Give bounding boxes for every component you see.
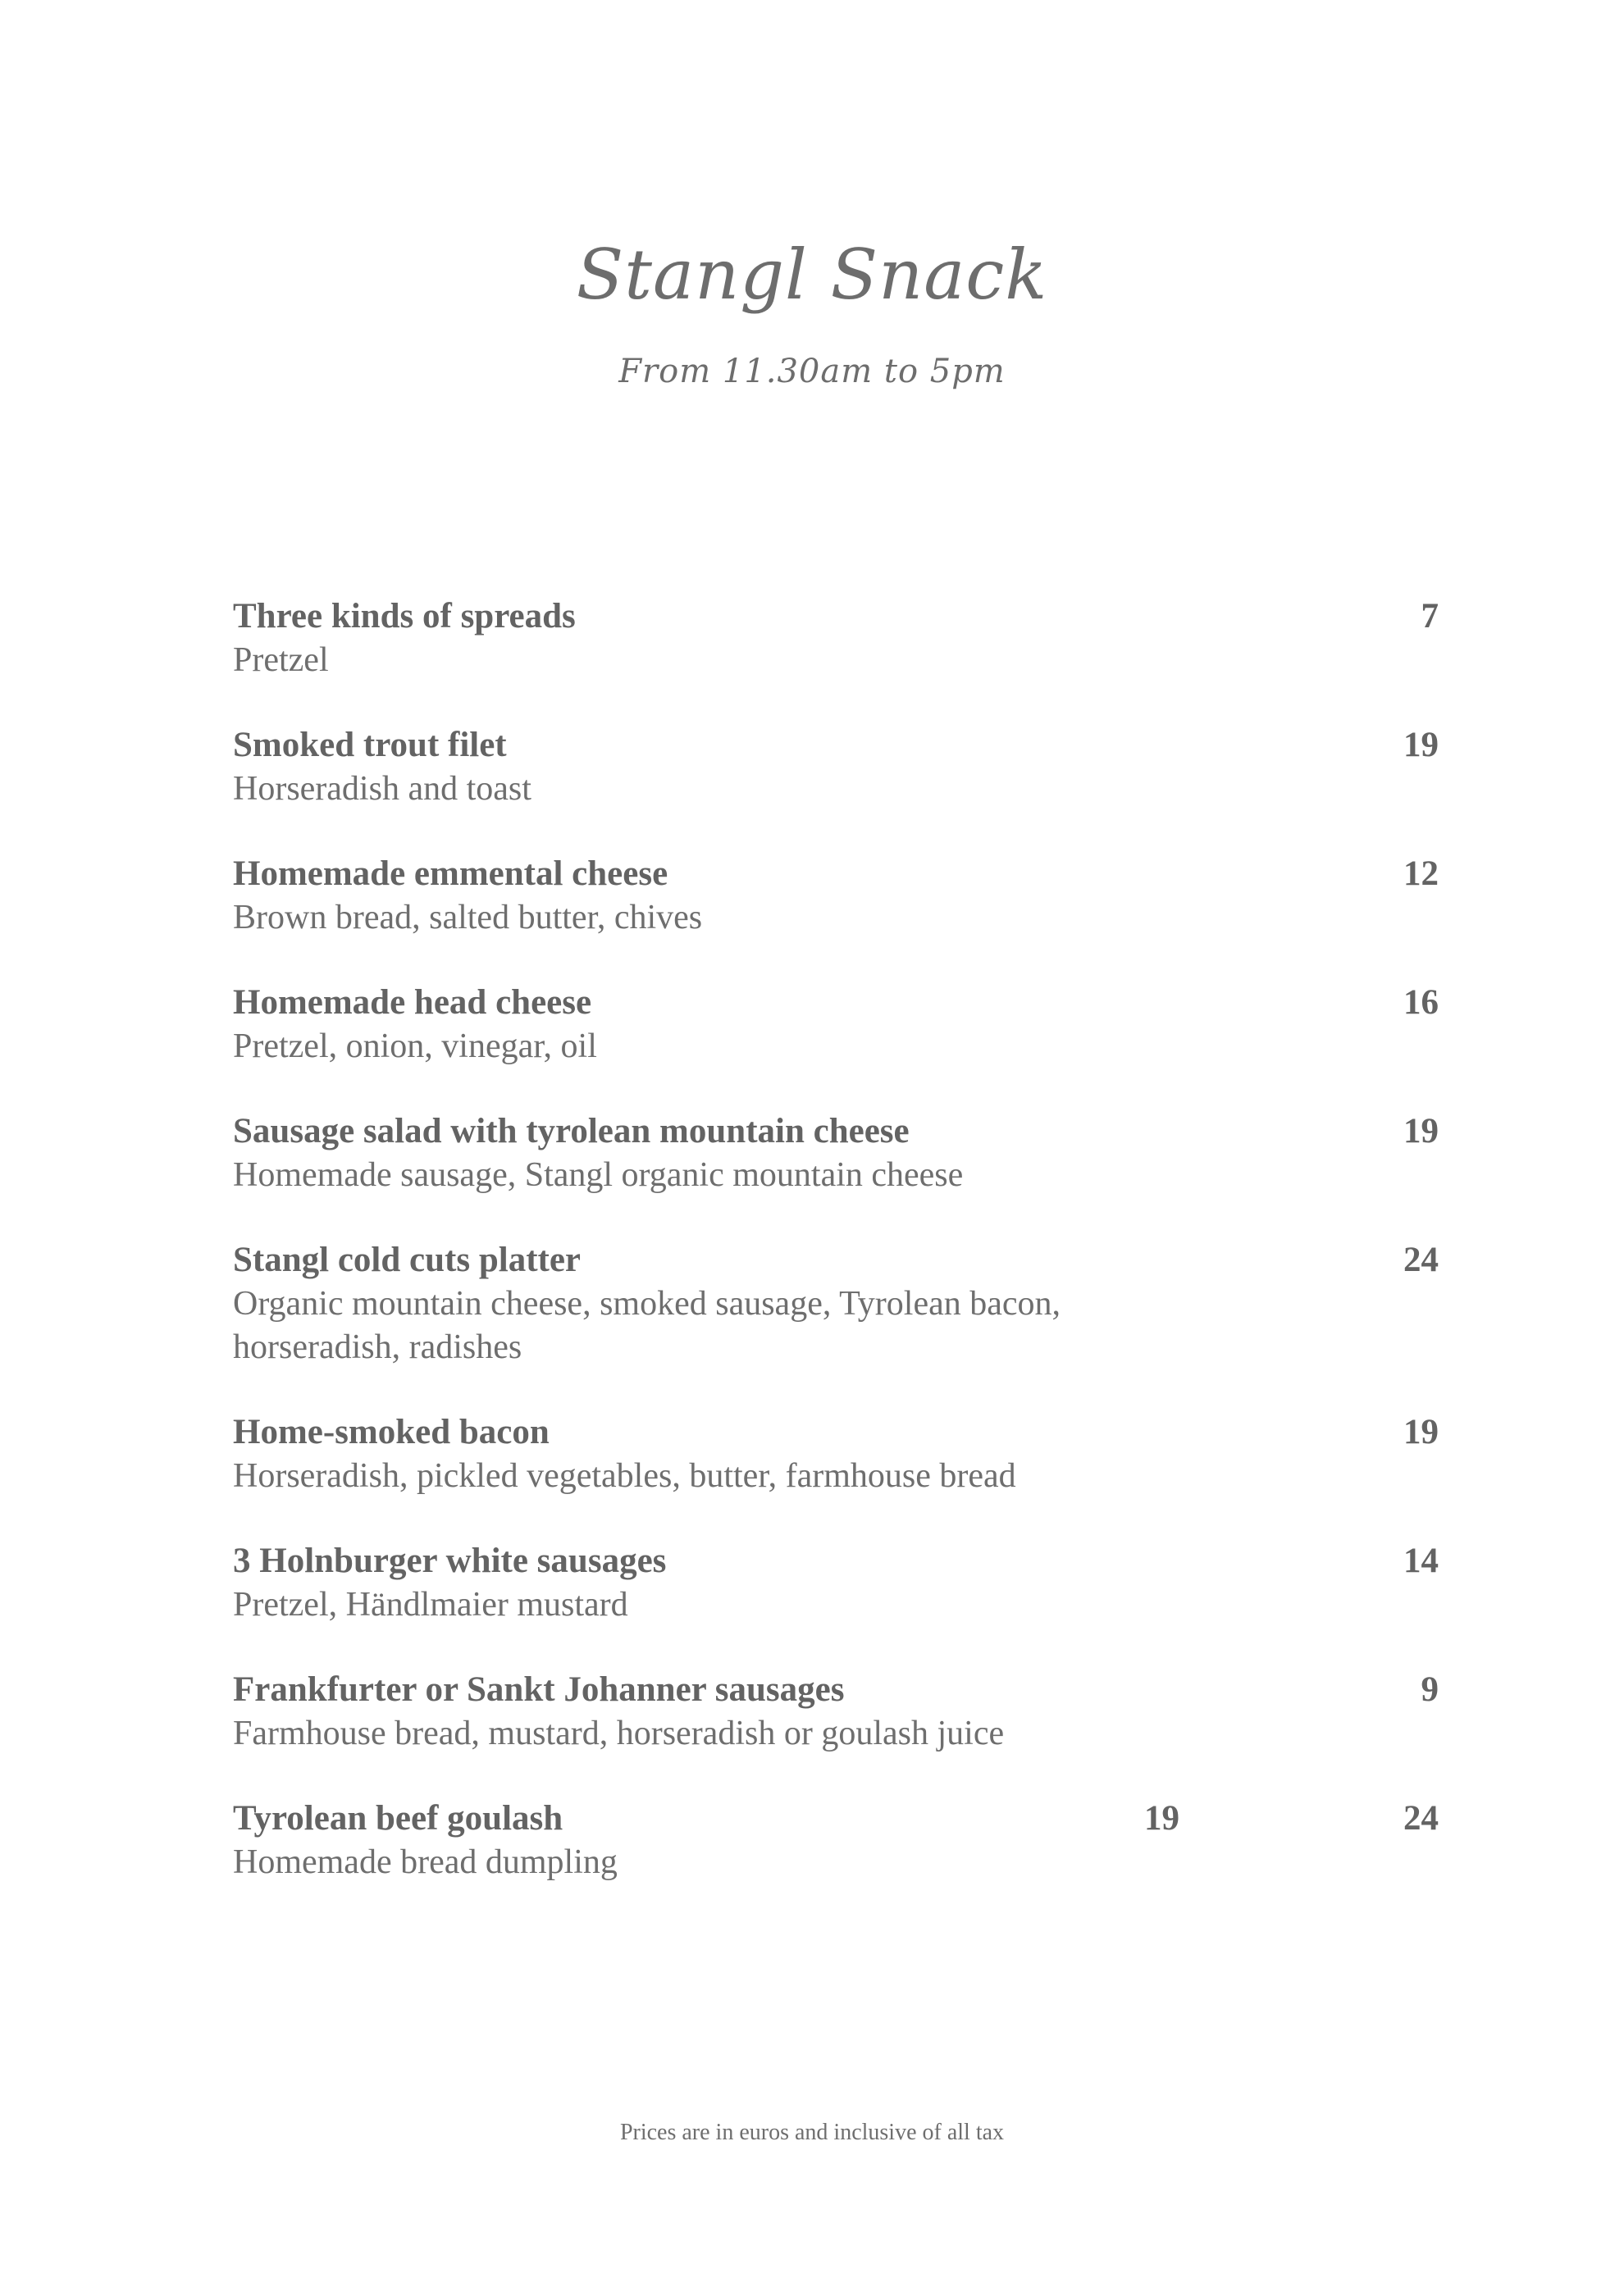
item-description: Pretzel, onion, vinegar, oil (233, 1027, 597, 1065)
menu-item (233, 981, 1439, 1068)
item-price: 7 (1421, 597, 1439, 636)
item-price: 24 (1403, 1241, 1439, 1279)
item-price: 19 (1403, 1112, 1439, 1150)
menu-item (233, 852, 1439, 940)
item-name: Three kinds of spreads (233, 597, 576, 636)
item-price: 19 (1403, 726, 1439, 764)
item-description: Horseradish, pickled vegetables, butter, farmhouse bread (233, 1457, 1016, 1495)
page-title: Stangl Snack (576, 235, 1048, 315)
item-description: Homemade sausage, Stangl organic mountain cheese (233, 1156, 964, 1194)
item-name: Smoked trout filet (233, 726, 507, 764)
menu-item (233, 723, 1439, 811)
item-name: Stangl cold cuts platter (233, 1241, 582, 1279)
item-price: 24 (1403, 1799, 1439, 1838)
item-name: 3 Holnburger white sausages (233, 1542, 667, 1580)
item-name: Sausage salad with tyrolean mountain cheese (233, 1112, 910, 1150)
footer-note: Prices are in euros and inclusive of all tax (619, 2120, 1005, 2145)
item-price: 9 (1421, 1670, 1439, 1709)
item-description: Farmhouse bread, mustard, horseradish or goulash juice (233, 1715, 1005, 1752)
item-name: Home-smoked bacon (233, 1413, 550, 1451)
menu-item (233, 1668, 1439, 1756)
item-description: Pretzel, Händlmaier mustard (233, 1586, 628, 1624)
menu-item (233, 1539, 1439, 1627)
item-price: 14 (1403, 1542, 1439, 1580)
menu-item (233, 594, 1439, 682)
item-description: Pretzel (233, 641, 329, 679)
item-description: Brown bread, salted butter, chives (233, 899, 703, 936)
item-name: Homemade head cheese (233, 983, 592, 1022)
menu-list (233, 594, 1439, 1925)
item-price: 16 (1403, 983, 1439, 1022)
item-price-small-portion: 19 (1144, 1799, 1179, 1838)
menu-item (233, 1410, 1439, 1498)
item-description: Organic mountain cheese, smoked sausage, Tyrolean bacon, horseradish, radishes (233, 1285, 1061, 1366)
item-price: 19 (1403, 1413, 1439, 1451)
page-subtitle: From 11.30am to 5pm (618, 353, 1006, 390)
item-name: Homemade emmental cheese (233, 854, 668, 893)
item-description: Homemade bread dumpling (233, 1843, 618, 1881)
item-name: Tyrolean beef goulash (233, 1799, 563, 1838)
menu-item (233, 1238, 1439, 1369)
menu-item (233, 1109, 1439, 1197)
item-description: Horseradish and toast (233, 770, 531, 808)
item-name: Frankfurter or Sankt Johanner sausages (233, 1670, 845, 1709)
item-price: 12 (1403, 854, 1439, 893)
menu-item (233, 1797, 1439, 1884)
